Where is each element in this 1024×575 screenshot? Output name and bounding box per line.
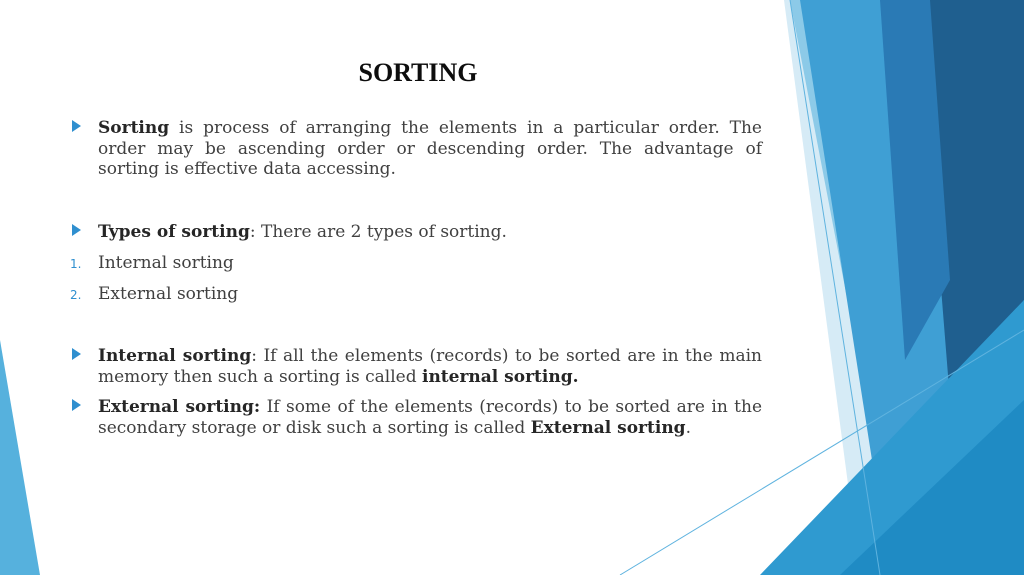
triangle-bullet-icon (72, 120, 81, 132)
term-types-of-sorting: Types of sorting (98, 222, 250, 242)
bullet-internal-sorting (70, 346, 762, 387)
triangle-bullet-icon (72, 348, 81, 360)
term-sorting: Sorting (98, 118, 170, 138)
term-external-sorting: External sorting: (98, 397, 261, 417)
bullet-sorting-definition (70, 118, 762, 180)
left-edge-wedge (0, 340, 40, 575)
sorting-definition-body: is process of arranging the elements in a particular order. The order may be ascending order or descending order. The advantage of sorting is effective data accessing. (98, 118, 762, 179)
slide-title: SORTING (358, 58, 478, 87)
internal-sorting-body: : If all the elements (records) to be sorted are in the main memory then such a sorting is called (98, 346, 762, 387)
external-sorting-end: . (685, 417, 691, 438)
types-of-sorting-body: : There are 2 types of sorting. (249, 222, 507, 242)
term-internal-sorting-2: internal sorting. (421, 366, 579, 387)
types-of-sorting-text (98, 222, 762, 243)
list-item-label: External sorting (98, 284, 239, 304)
triangle-bullet-icon (72, 399, 81, 411)
triangle-bullet-icon (72, 224, 81, 236)
list-item-internal (70, 253, 762, 274)
term-internal-sorting: Internal sorting (98, 346, 252, 366)
list-number: 2. (70, 288, 82, 302)
list-item-external (70, 284, 762, 305)
bullet-types-of-sorting (70, 222, 762, 243)
term-external-sorting-2: External sorting (530, 417, 686, 438)
list-item-label: Internal sorting (98, 253, 234, 273)
internal-sorting-text (98, 346, 762, 387)
sorting-definition-text (98, 118, 762, 180)
external-sorting-text (98, 397, 762, 438)
external-sorting-body: If some of the elements (records) to be sorted are in the secondary storage or disk such a sorting is called (98, 397, 763, 438)
list-number: 1. (70, 257, 82, 271)
bullet-external-sorting (70, 397, 762, 438)
